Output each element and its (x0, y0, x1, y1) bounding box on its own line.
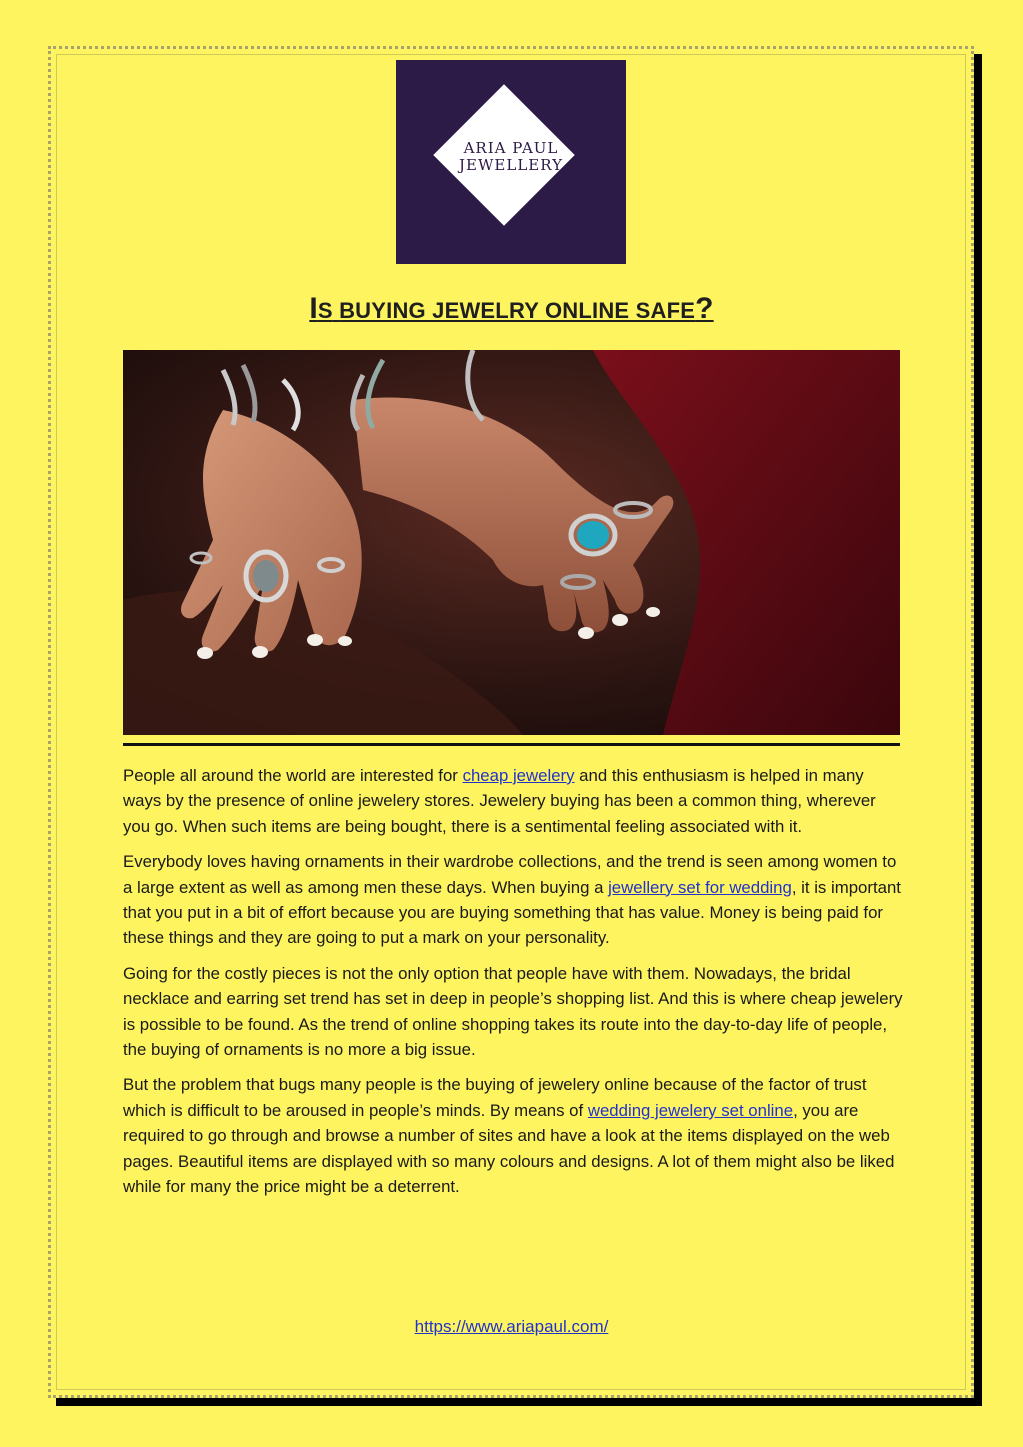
p1-text-after: and this enthusiasm is helped in many ways by the presence of online jewelery stores. Jewelery buying has been a common thing, wherever you go. When such items are being bought, there is a sentimental feeling associated with it. (123, 766, 876, 836)
paragraph-3: Going for the costly pieces is not the only option that people have with them. Nowadays, the bridal necklace and earring set trend has set in deep in people’s shopping list. And this is where cheap jewelery is possible to be found. As the trend of online shopping takes its route into the day-to-day life of people, the buying of ornaments is no more a big issue. (123, 963, 903, 1060)
title-rest: BUYING JEWELRY ONLINE SAFE (339, 298, 696, 323)
logo-line-1: ARIA PAUL (463, 139, 559, 157)
article-body (123, 763, 903, 1210)
title-question-mark: ? (695, 292, 714, 325)
p4-text-after: , you are required to go through and browse a number of sites and have a look at the items displayed on the web pages. Beautiful items are displayed with so many colours and designs. A lot of them might also be liked while for many the price might be a deterrent. (123, 1100, 895, 1197)
logo-text (396, 140, 626, 174)
divider-rule (123, 743, 900, 746)
website-link[interactable]: https://www.ariapaul.com/ (414, 1317, 609, 1336)
jewellery-set-for-wedding-link[interactable]: jewellery set for wedding (608, 877, 792, 897)
p1-text-before: People all around the world are interested for (123, 766, 463, 785)
hero-illustration (123, 350, 900, 735)
page-title (123, 292, 900, 326)
cheap-jewelery-link[interactable]: cheap jewelery (462, 766, 575, 785)
p4-text-before: But the problem that bugs many people is the buying of jewelery online because of the factor of trust which is difficult to be aroused in people’s minds. By means of (123, 1075, 867, 1120)
paragraph-2 (123, 849, 903, 951)
p2-text-before: Everybody loves having ornaments in their wardrobe collections, and the trend is seen among women to a large extent as well as among men these days. When buying a (123, 852, 897, 897)
paragraph-4 (123, 1072, 903, 1199)
hero-image (123, 350, 900, 735)
brand-logo (396, 60, 626, 264)
paragraph-1 (123, 763, 903, 839)
title-first-word-rest: S (317, 298, 333, 323)
footer (0, 1317, 1023, 1337)
logo-line-2: JEWELLERY (459, 156, 563, 174)
p2-text-after: , it is important that you put in a bit of effort because you are buying something that has value. Money is being paid for these things and they are going to put a mark on your personality. (123, 877, 901, 948)
title-first-letter: I (309, 292, 318, 325)
wedding-jewelery-set-online-link[interactable]: wedding jewelery set online (587, 1100, 794, 1120)
